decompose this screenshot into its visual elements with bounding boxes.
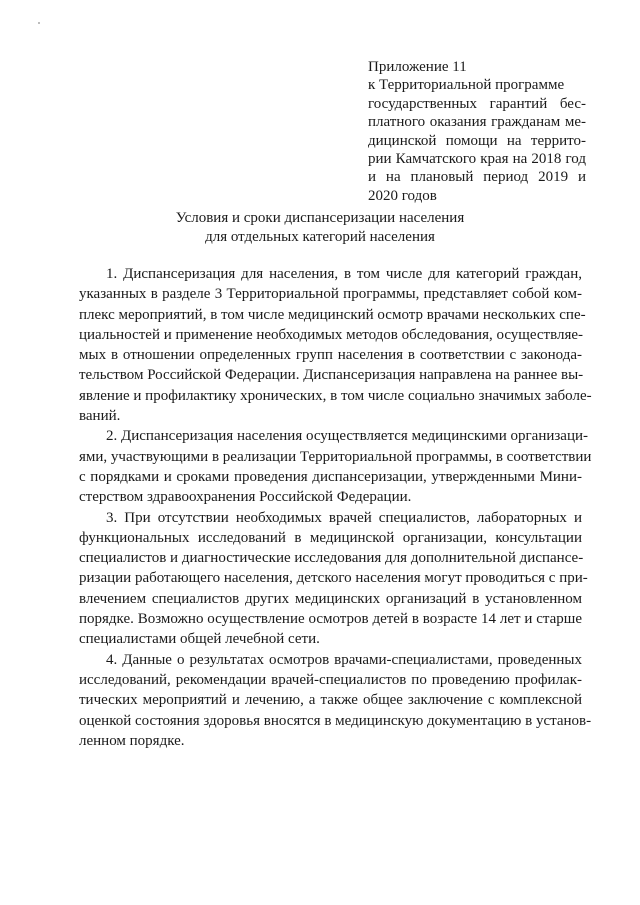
annex-line: к Территориальной программе [368, 77, 565, 94]
paragraph-line: ями, участвующими в реализации Территориальной программы, в соответствии [79, 448, 592, 465]
paragraph-line: стерством здравоохранения Российской Федерации. [79, 489, 412, 506]
paragraph-line: порядке. Возможно осуществление осмотров детей в возрасте 14 лет и старше [79, 611, 582, 628]
paragraph-line: циальностей и применение необходимых методов обследования, осуществляе- [79, 326, 584, 343]
annex-line: 2020 годов [368, 187, 437, 204]
annex-line: рии Камчатского края на 2018 год [368, 151, 586, 168]
paragraph-line: тельством Российской Федерации. Диспансеризация направлена на раннее вы- [79, 367, 584, 384]
paragraph-line: явление и профилактику хронических, в том числе социально значимых заболе- [79, 387, 592, 404]
annex-line: платного оказания гражданам ме- [368, 114, 586, 131]
scan-speck [38, 22, 40, 24]
paragraph-2 [79, 426, 592, 507]
title-line-2: для отдельных категорий населения [205, 229, 435, 245]
paragraph-line: 4. Данные о результатах осмотров врачами-специалистами, проведенных [106, 651, 582, 668]
paragraph-1 [79, 264, 592, 426]
paragraph-line: оценкой состояния здоровья вносятся в медицинскую документацию в установ- [79, 712, 592, 729]
annex-line: и на плановый период 2019 и [368, 169, 586, 186]
paragraph-4 [79, 650, 592, 751]
paragraph-line: плекс мероприятий, в том числе медицинский осмотр врачами нескольких спе- [79, 306, 586, 323]
paragraph-line: указанных в разделе 3 Территориальной программы, представляет собой ком- [79, 286, 582, 303]
paragraph-line: 3. При отсутствии необходимых врачей специалистов, лабораторных и [106, 509, 582, 526]
title-line-1: Условия и сроки диспансеризации населения [175, 210, 465, 226]
annex-header [368, 58, 586, 205]
paragraph-line: с порядками и сроками проведения диспансеризации, утвержденными Мини- [79, 468, 582, 485]
paragraph-line: специалистов и диагностические исследования для дополнительной диспансе- [79, 550, 584, 567]
paragraph-line: ленном порядке. [79, 732, 185, 749]
annex-line: дицинской помощи на террито- [368, 132, 586, 149]
paragraph-line: специалистами общей лечебной сети. [79, 631, 320, 648]
paragraph-line: ризации работающего населения, детского населения могут проводиться с при- [79, 570, 588, 587]
annex-line: Приложение 11 [368, 59, 467, 75]
paragraph-line: влечением специалистов других медицинских организаций в установленном [79, 590, 582, 607]
paragraph-line: функциональных исследований в медицинской организации, консультации [79, 529, 582, 546]
paragraph-line: ваний. [79, 408, 121, 425]
annex-line: государственных гарантий бес- [368, 95, 586, 112]
paragraph-line: тических мероприятий и лечению, а также общее заключение с комплексной [79, 692, 582, 709]
paragraph-line: 2. Диспансеризация населения осуществляется медицинскими организаци- [106, 428, 589, 445]
paragraph-line: исследований, рекомендации врачей-специалистов по проведению профилак- [79, 671, 582, 688]
document-title [0, 209, 640, 247]
paragraph-3 [79, 508, 588, 650]
paragraph-line: 1. Диспансеризация для населения, в том числе для категорий граждан, [106, 266, 582, 282]
paragraph-line: мых в отношении определенных групп населения в соответствии с законода- [79, 347, 582, 364]
document-body [79, 264, 592, 751]
